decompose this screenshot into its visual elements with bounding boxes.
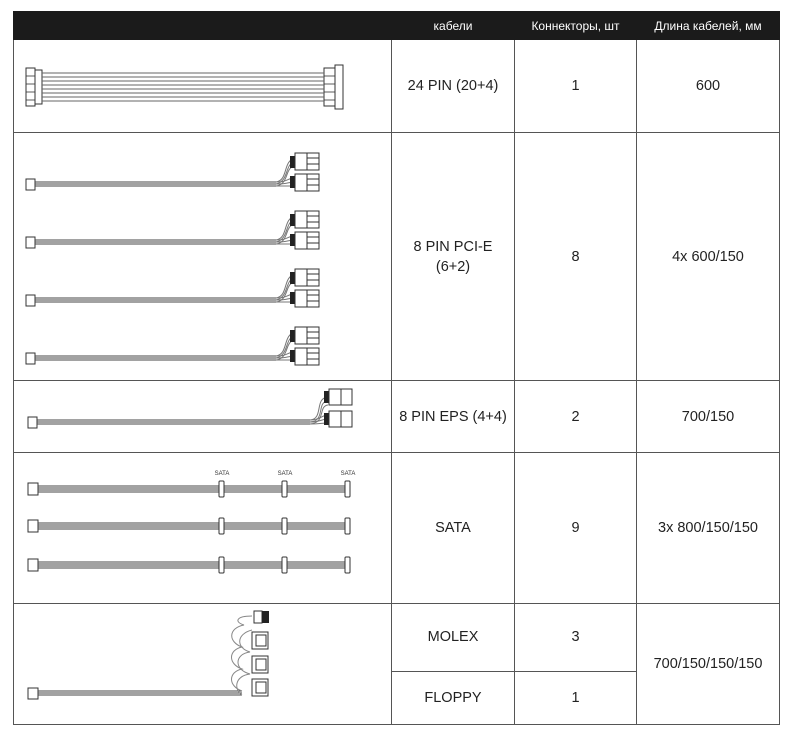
cable-pcie-illustration	[14, 133, 391, 380]
cable-spec-table	[13, 11, 780, 725]
cable-sata-illustration	[14, 453, 391, 603]
length-24pin: 600	[637, 40, 780, 133]
cable-image-eps	[14, 381, 392, 453]
table-row-molex	[14, 604, 780, 672]
cable-name-eps: 8 PIN EPS (4+4)	[392, 381, 515, 453]
table-row-24pin	[14, 40, 780, 133]
cable-name-pcie-line1: 8 PIN PCI-E	[413, 238, 493, 255]
cable-molex-illustration	[14, 604, 391, 724]
length-sata: 3x 800/150/150	[637, 453, 780, 604]
connectors-24pin: 1	[515, 40, 637, 133]
table-row-sata	[14, 453, 780, 604]
connectors-floppy: 1	[515, 671, 637, 724]
cable-image-sata	[14, 453, 392, 604]
header-length: Длина кабелей, мм	[637, 12, 780, 40]
cable-image-24pin	[14, 40, 392, 133]
cable-name-floppy: FLOPPY	[392, 671, 515, 724]
cable-name-sata: SATA	[392, 453, 515, 604]
length-pcie: 4x 600/150	[637, 133, 780, 381]
table-row-eps	[14, 381, 780, 453]
connectors-eps: 2	[515, 381, 637, 453]
sata-label-3: SATA	[340, 471, 356, 477]
sata-label-1: SATA	[214, 471, 230, 477]
connectors-sata: 9	[515, 453, 637, 604]
cable-image-molex-floppy	[14, 604, 392, 725]
cable-name-24pin: 24 PIN (20+4)	[392, 40, 515, 133]
cable-image-pcie	[14, 133, 392, 381]
cable-name-molex: MOLEX	[392, 604, 515, 672]
length-eps: 700/150	[637, 381, 780, 453]
header-image-column	[14, 12, 392, 40]
table-row-pcie	[14, 133, 780, 381]
length-molex-floppy: 700/150/150/150	[637, 604, 780, 725]
cable-24pin-illustration	[14, 40, 391, 132]
cable-name-pcie	[392, 133, 515, 381]
connectors-molex: 3	[515, 604, 637, 672]
cable-eps-illustration	[14, 381, 391, 452]
connectors-pcie: 8	[515, 133, 637, 381]
sata-label-2: SATA	[277, 471, 293, 477]
header-cables: кабели	[392, 12, 515, 40]
header-connectors: Коннекторы, шт	[515, 12, 637, 40]
table-header-row	[14, 12, 780, 40]
cable-name-pcie-line2: (6+2)	[435, 258, 471, 275]
